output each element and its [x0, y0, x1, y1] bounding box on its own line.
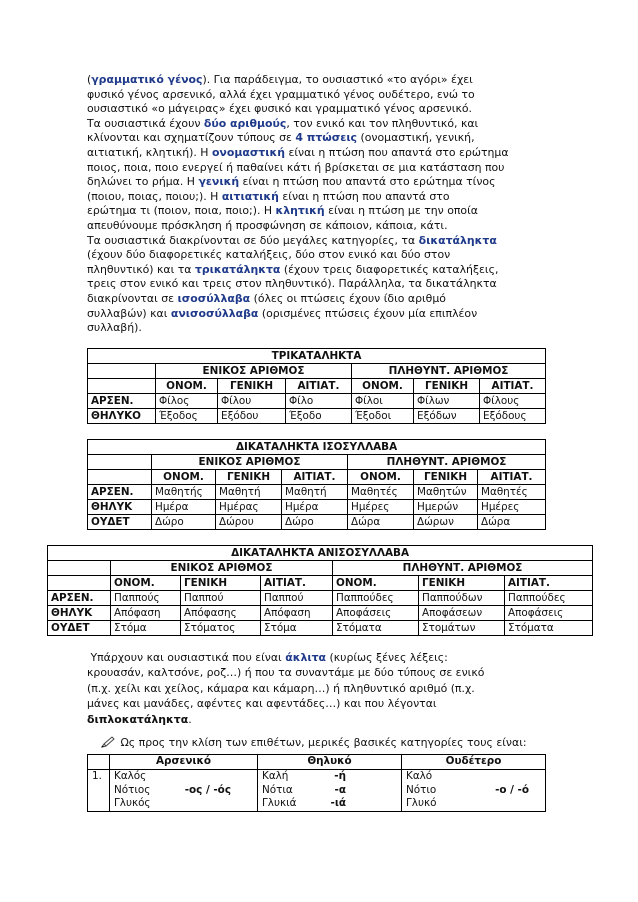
table-adjectives [87, 754, 546, 812]
word: Καλός [114, 770, 147, 782]
text-run: αιτιατική, κλητική). Η [87, 145, 212, 159]
table-isosyllava [87, 439, 546, 530]
table-cell: Παππούς [111, 591, 181, 606]
table-cell: Δώρα [348, 515, 414, 530]
case-header: ΓΕΝΙΚΗ [216, 470, 282, 485]
feminine-header: Θηλυκό [258, 755, 402, 770]
adjectives-intro-text: Ως προς την κλίση των επιθέτων, μερικές βασικές κατηγορίες τους είναι: [120, 736, 527, 749]
key-term: δύο αριθμούς [203, 116, 287, 130]
text-run: τρεις στον ενικό και τρεις στον πληθυντικό). Παράλληλα, τα δικατάληκτα [87, 277, 497, 291]
text-line [87, 161, 544, 176]
row-label: ΑΡΣΕΝ. [88, 394, 156, 409]
neuter-header: Ουδέτερο [402, 755, 546, 770]
empty-cell [88, 364, 156, 379]
text-run: (όλες οι πτώσεις έχουν ίδιο αριθμό [250, 291, 446, 305]
table-cell: Απόφαση [261, 606, 333, 621]
case-header: ΑΙΤΙΑΤ. [505, 576, 593, 591]
text-line [87, 263, 544, 278]
table-cell: Παππού [261, 591, 333, 606]
paragraph-noun-cases [87, 73, 544, 336]
table-cell: Ημέρες [478, 500, 546, 515]
key-term: ισοσύλλαβα [177, 291, 251, 305]
suffix: -ιά [330, 797, 346, 809]
empty-cell [88, 755, 110, 770]
row-label: ΟΥΔΕΤ [88, 515, 152, 530]
text-line [87, 204, 544, 219]
table-cell: Αποφάσεις [505, 606, 593, 621]
table-row [88, 485, 546, 500]
table-cell: Αποφάσεις [333, 606, 419, 621]
table-cell: Αποφάσεων [419, 606, 505, 621]
table-cell: Παππούδες [333, 591, 419, 606]
text-run: φυσικό γένος αρσενικό, αλλά έχει γραμματικό γένος ουδέτερο, ενώ το [87, 87, 475, 101]
text-line [87, 190, 544, 205]
table-cell: Φίλο [286, 394, 352, 409]
table-cell: Στόμα [261, 621, 333, 636]
text-line [87, 650, 543, 665]
key-term: διπλοκατάληκτα [87, 712, 189, 726]
key-term: γραμματικό γένος [91, 73, 203, 86]
paragraph-lines [87, 650, 543, 727]
suffix: -ο / -ό [495, 783, 529, 796]
text-run: ( [87, 73, 92, 86]
text-run: (κυρίως ξένες λέξεις: [326, 651, 448, 664]
empty-cell [88, 470, 152, 485]
suffix: -α [334, 783, 346, 796]
key-term: ονομαστική [211, 145, 285, 159]
case-header: ΓΕΝΙΚΗ [181, 576, 261, 591]
table-row [88, 409, 546, 424]
case-header: ΑΙΤΙΑΤ. [286, 379, 352, 394]
key-term: κλητική [275, 204, 325, 218]
table-anisosyllava [47, 545, 593, 636]
row-label: ΘΗΛΥΚ [88, 500, 152, 515]
table-row [88, 515, 546, 530]
word: Καλό [406, 770, 433, 782]
table-cell: Φίλων [414, 394, 480, 409]
table-cell: Μαθητής [152, 485, 216, 500]
table-cell: Έξοδος [156, 409, 218, 424]
text-line [87, 88, 544, 103]
case-header: ΓΕΝΙΚΗ [218, 379, 286, 394]
row-label: ΘΗΛΥΚΟ [88, 409, 156, 424]
table-title: ΔΙΚΑΤΑΛΗΚΤΑ ΙΣΟΣΥΛΛΑΒΑ [88, 440, 546, 455]
word: Γλυκό [406, 797, 437, 809]
case-header: ΑΙΤΙΑΤ. [478, 470, 546, 485]
text-run: ερώτημα τι (ποιον, ποια, ποιο;). Η [87, 204, 276, 218]
key-term: αιτιατική [221, 189, 279, 203]
table-cell: Ημερών [414, 500, 478, 515]
word: Γλυκός [114, 797, 151, 809]
text-line [87, 681, 543, 696]
table-cell: Φίλοι [352, 394, 414, 409]
paragraph-lines [87, 73, 544, 336]
case-header: ΓΕΝΙΚΗ [414, 379, 480, 394]
table-cell: Στόματος [181, 621, 261, 636]
table-cell: Έξοδοι [352, 409, 414, 424]
table-row [88, 770, 546, 812]
text-run: , τον ενικό και τον πληθυντικό, και [286, 116, 479, 130]
paragraph-adjectives-intro [87, 736, 547, 752]
text-line [87, 277, 544, 292]
key-term: δικατάληκτα [418, 233, 497, 247]
table-cell: Ημέρα [152, 500, 216, 515]
feminine-cell [258, 770, 402, 812]
table-cell: Παππούδες [505, 591, 593, 606]
case-header: ΟΝΟΜ. [348, 470, 414, 485]
table-cell: Ημέρες [348, 500, 414, 515]
singular-header: ΕΝΙΚΟΣ ΑΡΙΘΜΟΣ [156, 364, 352, 379]
table-cell: Ημέρα [282, 500, 348, 515]
table-cell: Στομάτων [419, 621, 505, 636]
table-cell: Παππούδων [419, 591, 505, 606]
text-run: (π.χ. χείλι και χείλος, κάμαρα και κάμαρη…) ή πληθυντικό αριθμό (π.χ. [87, 681, 475, 695]
neuter-cell [402, 770, 546, 812]
plural-header: ΠΛΗΘΥΝΤ. ΑΡΙΘΜΟΣ [333, 561, 593, 576]
table-cell: Ημέρας [216, 500, 282, 515]
text-line [87, 73, 544, 88]
text-run: απευθύνουμε πρόσκληση ή προσφώνηση σε κάποιον, κάποια, κάτι. [87, 218, 448, 232]
text-run: κρουασάν, καλτσόνε, ροζ…) ή που τα συναντάμε με δύο τύπους σε ενικό [87, 666, 485, 680]
table-cell: Μαθητές [348, 485, 414, 500]
table-title: ΔΙΚΑΤΑΛΗΚΤΑ ΑΝΙΣΟΣΥΛΛΑΒΑ [48, 546, 593, 561]
word: Νότια [262, 783, 293, 796]
text-line [87, 131, 544, 146]
table-title: ΤΡΙΚΑΤΑΛΗΚΤΑ [88, 349, 546, 364]
table-cell: Απόφασης [181, 606, 261, 621]
word: Καλή [262, 770, 289, 782]
table-cell: Φίλους [480, 394, 546, 409]
table-cell: Μαθητή [282, 485, 348, 500]
case-header: ΓΕΝΙΚΗ [414, 470, 478, 485]
table-cell: Δώρων [414, 515, 478, 530]
text-run: δηλώνει το ρήμα. Η [87, 175, 199, 189]
text-run: είναι η πτώση που απαντά στο ερώτημα τίνος [239, 175, 496, 189]
singular-header: ΕΝΙΚΟΣ ΑΡΙΘΜΟΣ [152, 455, 348, 470]
table-cell: Φίλου [218, 394, 286, 409]
plural-header: ΠΛΗΘΥΝΤ. ΑΡΙΘΜΟΣ [348, 455, 546, 470]
key-term: ανισοσύλλαβα [170, 306, 259, 320]
text-line [87, 234, 544, 249]
key-term: γενική [198, 175, 240, 189]
text-run: (έχουν δύο διαφορετικές καταλήξεις, δύο στον ενικό και δύο στον [87, 248, 451, 262]
table-cell: Δώρο [282, 515, 348, 530]
suffix: -ος / -ός [184, 783, 231, 796]
key-term: τρικατάληκτα [194, 262, 281, 276]
singular-header: ΕΝΙΚΟΣ ΑΡΙΘΜΟΣ [111, 561, 333, 576]
word: Γλυκιά [262, 797, 297, 809]
table-row [88, 500, 546, 515]
word: Νότιος [114, 783, 151, 796]
case-header: ΑΙΤΙΑΤ. [480, 379, 546, 394]
row-label: ΑΡΣΕΝ. [48, 591, 111, 606]
text-run: ). Για παράδειγμα, το ουσιαστικό «το αγόρι» έχει [202, 73, 473, 86]
key-term: 4 πτώσεις [295, 131, 358, 145]
table-row [48, 591, 593, 606]
text-run: ποιος, ποια, ποιο ενεργεί ή παθαίνει κάτι ή βρίσκεται σε μια κατάσταση που [87, 160, 505, 174]
empty-cell [88, 455, 152, 470]
table-row [88, 394, 546, 409]
plural-header: ΠΛΗΘΥΝΤ. ΑΡΙΘΜΟΣ [352, 364, 546, 379]
case-header: ΓΕΝΙΚΗ [419, 576, 505, 591]
table-cell: Δώρο [152, 515, 216, 530]
text-run: συλλαβών) και [87, 306, 171, 320]
text-run: Υπάρχουν και ουσιαστικά που είναι [87, 651, 286, 664]
text-line [87, 102, 544, 117]
table-cell: Εξόδους [480, 409, 546, 424]
table-trikatalikta [87, 348, 546, 424]
text-run: (ποιου, ποιας, ποιου;). Η [87, 189, 222, 203]
text-run: (ονομαστική, γενική, [357, 131, 475, 145]
text-line [87, 117, 544, 132]
text-run: (ορισμένες πτώσεις έχουν μία επιπλέον [258, 306, 478, 320]
text-line [87, 248, 544, 263]
text-line [87, 712, 543, 727]
table-cell: Έξοδο [286, 409, 352, 424]
table-cell: Μαθητή [216, 485, 282, 500]
empty-cell [48, 576, 111, 591]
text-run: είναι η πτώση που απαντά στο ερώτημα [284, 145, 509, 159]
text-line [87, 696, 543, 711]
empty-cell [88, 379, 156, 394]
text-run: ουσιαστικό «ο μάγειρας» έχει φυσικό και γραμματικό γένος αρσενικό. [87, 102, 472, 116]
text-run: . [188, 712, 192, 726]
table-cell: Παππού [181, 591, 261, 606]
table-cell: Στόματα [333, 621, 419, 636]
table-row [48, 606, 593, 621]
text-run: Τα ουσιαστικά έχουν [87, 116, 204, 130]
suffix: -ή [334, 770, 346, 782]
case-header: ΟΝΟΜ. [333, 576, 419, 591]
row-label: ΟΥΔΕΤ [48, 621, 111, 636]
table-cell: Εξόδων [414, 409, 480, 424]
text-run: Τα ουσιαστικά διακρίνονται σε δύο μεγάλες κατηγορίες, τα [87, 233, 419, 247]
text-run: κλίνονται και σχηματίζουν τύπους σε [87, 131, 296, 145]
table-cell: Στόματα [505, 621, 593, 636]
text-line [87, 146, 544, 161]
text-run: (έχουν τρεις διαφορετικές καταλήξεις, [280, 262, 499, 276]
text-line [87, 321, 544, 336]
table-cell: Απόφαση [111, 606, 181, 621]
table-cell: Φίλος [156, 394, 218, 409]
text-line [87, 665, 543, 680]
row-label: ΑΡΣΕΝ. [88, 485, 152, 500]
masculine-header: Αρσενικό [110, 755, 258, 770]
masculine-cell [110, 770, 258, 812]
case-header: ΑΙΤΙΑΤ. [261, 576, 333, 591]
table-cell: Εξόδου [218, 409, 286, 424]
table-cell: Μαθητές [478, 485, 546, 500]
text-line [87, 307, 544, 322]
paragraph-indeclinable [87, 650, 543, 727]
text-run: είναι η πτώση με την οποία [324, 204, 478, 218]
case-header: ΟΝΟΜ. [152, 470, 216, 485]
key-term: άκλιτα [285, 651, 327, 664]
text-run: συλλαβή). [87, 321, 142, 335]
text-run: πληθυντικό) και τα [87, 262, 195, 276]
text-run: διακρίνονται σε [87, 291, 178, 305]
row-number: 1. [88, 770, 110, 812]
row-label: ΘΗΛΥΚ [48, 606, 111, 621]
case-header: ΑΙΤΙΑΤ. [282, 470, 348, 485]
case-header: ΟΝΟΜ. [156, 379, 218, 394]
case-header: ΟΝΟΜ. [111, 576, 181, 591]
text-line [87, 175, 544, 190]
pencil-icon [101, 736, 117, 752]
table-cell: Στόμα [111, 621, 181, 636]
empty-cell [48, 561, 111, 576]
text-line [87, 292, 544, 307]
table-cell: Δώρου [216, 515, 282, 530]
table-cell: Δώρα [478, 515, 546, 530]
table-row [48, 621, 593, 636]
table-cell: Μαθητών [414, 485, 478, 500]
text-run: μάνες και μανάδες, αφέντες και αφεντάδες…) και που λέγονται [87, 697, 437, 711]
case-header: ΟΝΟΜ. [352, 379, 414, 394]
word: Νότιο [406, 783, 437, 796]
text-line [87, 219, 544, 234]
text-run: είναι η πτώση που απαντά στο [278, 189, 450, 203]
